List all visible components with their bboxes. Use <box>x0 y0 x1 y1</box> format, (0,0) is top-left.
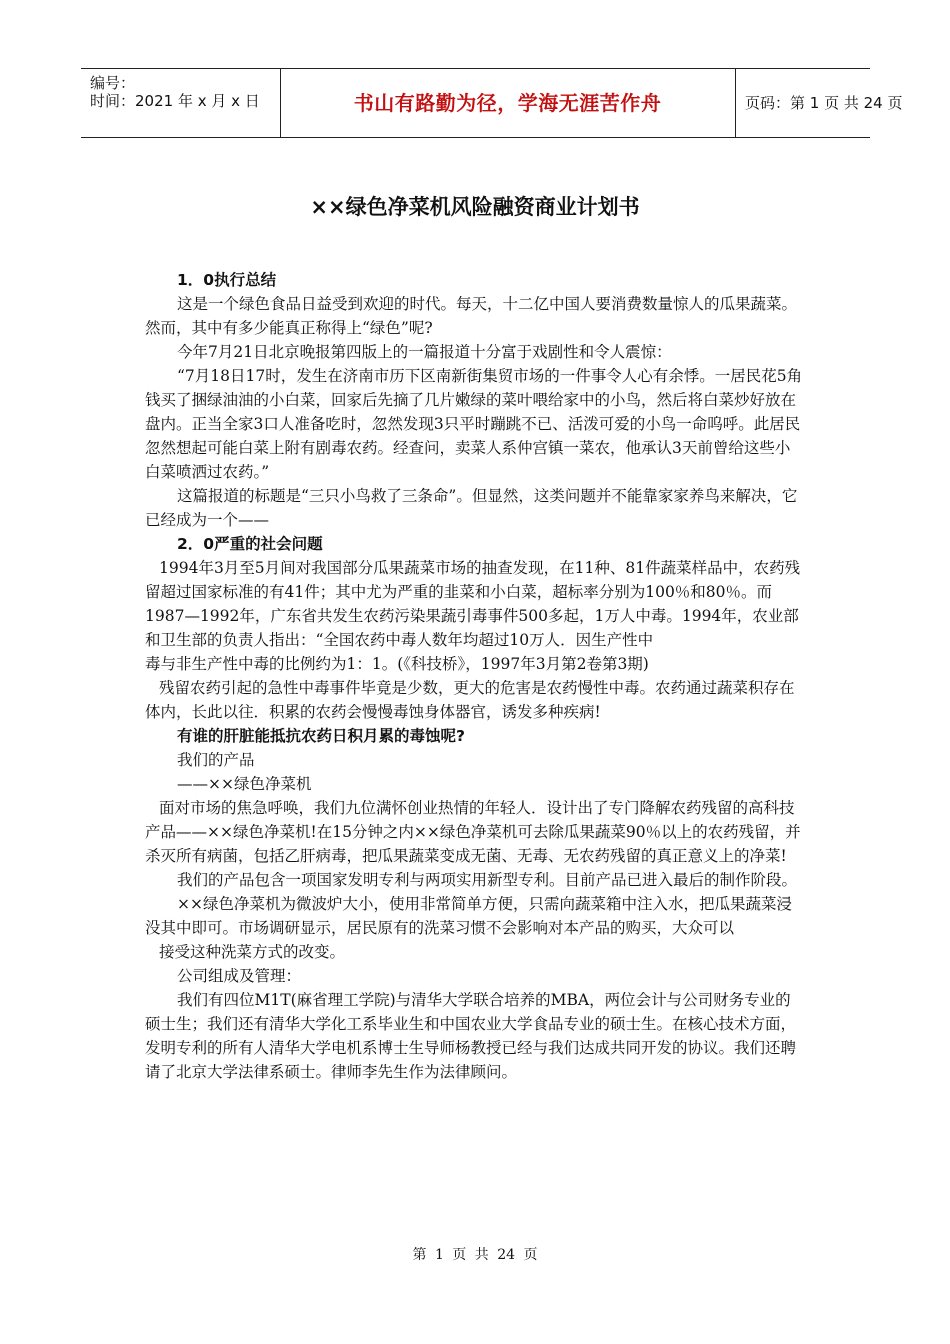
page-footer: 第 1 页 共 24 页 <box>412 1247 538 1263</box>
paragraph: 这篇报道的标题是“三只小鸟救了三条命”。但显然，这类问题并不能靠家家养鸟来解决，它已经成为一个—— <box>145 487 798 529</box>
paragraph: 残留农药引起的急性中毒事件毕竟是少数，更大的危害是农药慢性中毒。农药通过蔬菜积存在体内，长此以往．积累的农药会慢慢毒蚀身体器官，诱发多种疾病! <box>145 679 795 721</box>
paragraph: 接受这种洗菜方式的改变。 <box>159 943 346 961</box>
company-label: 公司组成及管理： <box>177 967 302 985</box>
page-code: 页码：第 1 页 共 24 页 <box>745 94 903 112</box>
quote-paragraph: “7月18日17时，发生在济南市历下区南新街集贸市场的一件事令人心有余悸。一居民花5角钱买了捆绿油油的小白菜，回家后先摘了几片嫩绿的菜叶喂给家中的小鸟，然后将白菜炒好放在盘内。正当全家3口人准备吃时，忽然发现3只平时蹦跳不已、活泼可爱的小鸟一命呜呼。此居民忽然想起可能白菜上附有剧毒农药。经查问，卖菜人系仲宫镇一菜农，他承认3天前曾给这些小白菜喷洒过农药。” <box>145 367 803 481</box>
paragraph: 1994年3月至5月间对我国部分瓜果蔬菜市场的抽查发现，在11种、81件蔬菜样品中，农药残留超过国家标准的有41件；其中尤为严重的韭菜和小白菜，超标率分别为100％和80％。而1987—1992年，广东省共发生农药污染果蔬引毒事件500多起，1万人中毒。1994年，农业部和卫生部的负责人指出：“全国农药中毒人数年均超过10万人．因生产性中 <box>145 559 801 649</box>
product-name: ——××绿色净菜机 <box>177 775 312 793</box>
section-heading-2: 2．0严重的社会问题 <box>177 535 323 553</box>
paragraph: 这是一个绿色食品日益受到欢迎的时代。每天，十二亿中国人要消费数量惊人的瓜果蔬菜。然而，其中有多少能真正称得上“绿色”呢? <box>145 295 798 337</box>
date-label: 时间：2021 年 x 月 x 日 <box>90 92 260 110</box>
paragraph: 我们有四位M1T(麻省理工学院)与清华大学联合培养的MBA，两位会计与公司财务专业的硕士生；我们还有清华大学化工系毕业生和中国农业大学食品专业的硕士生。在核心技术方面，发明专利的所有人清华大学电机系博士生导师杨教授已经与我们达成共同开发的协议。我们还聘请了北京大学法律系硕士。律师李先生作为法律顾问。 <box>145 991 797 1081</box>
paragraph: ××绿色净菜机为微波炉大小，使用非常简单方便，只需向蔬菜箱中注入水，把瓜果蔬菜浸没其中即可。市场调研显示，居民原有的洗菜习惯不会影响对本产品的购买，大众可以 <box>145 895 792 937</box>
bold-question: 有谁的肝脏能抵抗农药日积月累的毒蚀呢? <box>177 727 465 745</box>
paragraph: 我们的产品包含一项国家发明专利与两项实用新型专利。目前产品已进入最后的制作阶段。 <box>177 871 798 889</box>
product-label: 我们的产品 <box>177 751 255 769</box>
paragraph: 毒与非生产性中毒的比例约为1：1。(《科技桥》，1997年3月第2卷第3期) <box>145 655 649 673</box>
paragraph: 面对市场的焦急呼唤，我们九位满怀创业热情的年轻人．设计出了专门降解农药残留的高科技产品——××绿色净菜机!在15分钟之内××绿色净菜机可去除瓜果蔬菜90％以上的农药残留，并杀灭所有病菌，包括乙肝病毒，把瓜果蔬菜变成无菌、无毒、无农药残留的真正意义上的净菜! <box>145 799 801 865</box>
header-info-cell <box>81 69 281 137</box>
number-label: 编号： <box>90 74 136 92</box>
header-motto-cell <box>280 69 736 137</box>
motto-text: 书山有路勤为径，学海无涯苦作舟 <box>353 91 662 115</box>
paragraph: 今年7月21日北京晚报第四版上的一篇报道十分富于戏剧性和令人震惊： <box>177 343 672 361</box>
document-body <box>145 268 805 1084</box>
header-page-cell <box>735 69 903 137</box>
section-heading-1: 1．0执行总结 <box>177 271 277 289</box>
header-table <box>81 68 903 138</box>
document-title: ××绿色净菜机风险融资商业计划书 <box>310 195 640 219</box>
